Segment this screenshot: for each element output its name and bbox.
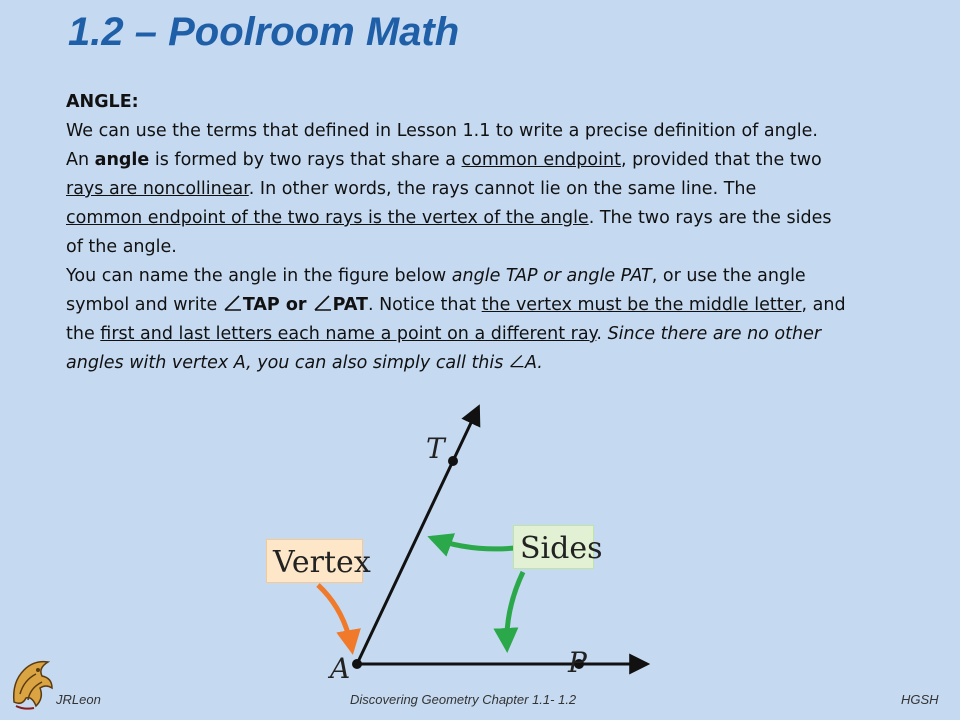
footer-author: JRLeon xyxy=(56,692,101,707)
underlined-common-endpoint: common endpoint xyxy=(461,150,621,170)
hgsh-logo-icon xyxy=(8,654,56,712)
underlined-noncollinear: rays are noncollinear xyxy=(66,179,249,199)
underlined-first-last-letters: first and last letters each name a point on a different ray xyxy=(100,324,597,344)
footer-school: HGSH xyxy=(901,692,939,707)
sides-callout: Sides xyxy=(513,525,594,569)
point-t-label: T xyxy=(426,432,445,465)
footer-course: Discovering Geometry Chapter 1.1- 1.2 xyxy=(350,692,577,707)
point-a-dot xyxy=(352,659,362,669)
text-line-6: You can name the angle in the figure below angle TAP or angle PAT, or use the angle xyxy=(66,266,806,286)
point-p-label: P xyxy=(568,646,587,679)
text-line-2: An angle is formed by two rays that share a common endpoint, provided that the two xyxy=(66,150,822,170)
point-a-label: A xyxy=(330,652,351,685)
vertex-arrow xyxy=(318,585,352,650)
text-line-5: of the angle. xyxy=(66,237,177,257)
sides-arrow-upper xyxy=(432,538,515,549)
text-line-1: We can use the terms that defined in Lesson 1.1 to write a precise definition of angle. xyxy=(66,121,818,141)
text-line-4: common endpoint of the two rays is the vertex of the angle. The two rays are the sides xyxy=(66,208,832,228)
term-angle: angle xyxy=(94,150,150,170)
vertex-callout: Vertex xyxy=(266,539,363,583)
text-line-8: the first and last letters each name a point on a different ray. Since there are no other xyxy=(66,324,822,344)
page-title: 1.2 – Poolroom Math xyxy=(68,10,460,54)
underlined-middle-letter: the vertex must be the middle letter xyxy=(481,295,802,315)
italic-angle-names: angle TAP or angle PAT xyxy=(451,266,652,286)
text-line-3: rays are noncollinear. In other words, the rays cannot lie on the same line. The xyxy=(66,179,757,199)
text-line-9: angles with vertex A, you can also simply call this A. xyxy=(66,353,543,373)
sides-arrow-lower xyxy=(507,572,523,648)
text-line-7: symbol and write TAP or PAT. Notice that the vertex must be the middle letter, and xyxy=(66,295,846,315)
underlined-vertex-definition: common endpoint of the two rays is the vertex of the angle xyxy=(66,208,589,228)
ray-at xyxy=(357,408,478,664)
section-heading: ANGLE: xyxy=(66,92,139,112)
point-t-dot xyxy=(448,456,458,466)
